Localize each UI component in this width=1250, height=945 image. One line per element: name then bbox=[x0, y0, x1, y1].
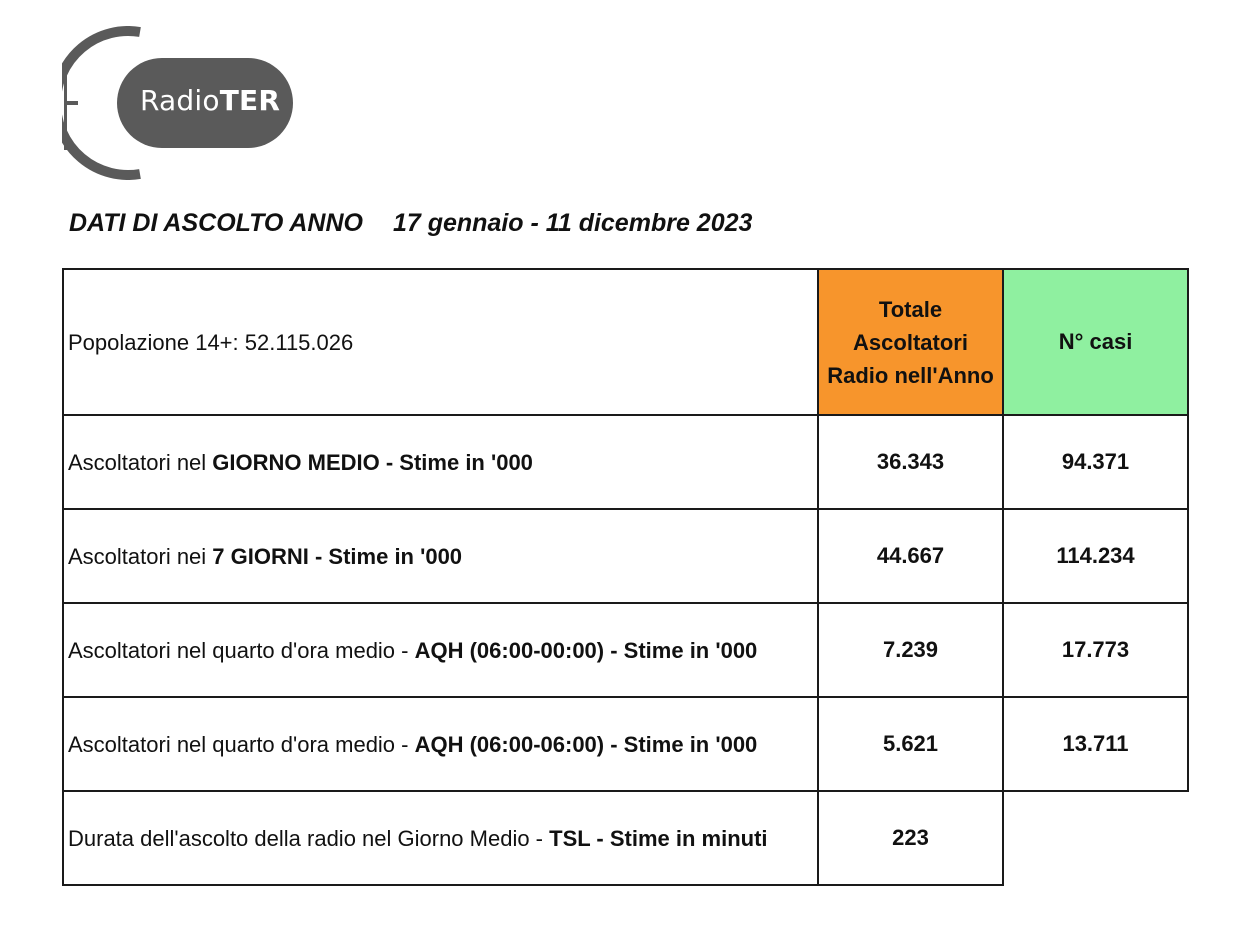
row-casi-empty bbox=[1003, 791, 1188, 885]
row-label bbox=[63, 509, 818, 603]
row-casi-value: 114.234 bbox=[1003, 509, 1188, 603]
population-cell: Popolazione 14+: 52.115.026 bbox=[63, 269, 818, 415]
row-casi-value: 17.773 bbox=[1003, 603, 1188, 697]
logo-text-regular: Radio bbox=[140, 84, 220, 117]
row-label-text: Durata dell'ascolto della radio nel Giorno Medio - bbox=[68, 825, 550, 851]
row-label-text: Ascoltatori nel quarto d'ora medio - bbox=[68, 731, 415, 757]
row-label bbox=[63, 415, 818, 509]
row-label-bold: TSL - Stime in minuti bbox=[549, 825, 768, 851]
page-subtitle bbox=[69, 209, 752, 238]
row-totale-value: 223 bbox=[818, 791, 1003, 885]
row-label-text: Ascoltatori nel quarto d'ora medio - bbox=[68, 637, 415, 663]
row-label-bold: AQH (06:00-00:00) - Stime in '000 bbox=[414, 637, 758, 663]
row-label-bold: 7 GIORNI - Stime in '000 bbox=[212, 543, 463, 569]
header-n-casi: N° casi bbox=[1003, 269, 1188, 415]
row-totale-value: 7.239 bbox=[818, 603, 1003, 697]
audience-table bbox=[62, 268, 1189, 886]
logo-text-bold: TER bbox=[219, 84, 281, 117]
row-label bbox=[63, 603, 818, 697]
row-label bbox=[63, 697, 818, 791]
table-row bbox=[63, 791, 1188, 885]
row-label-text: Ascoltatori nei bbox=[68, 543, 213, 569]
logo-wordmark bbox=[140, 84, 290, 117]
header-totale-ascoltatori: Totale Ascoltatori Radio nell'Anno bbox=[818, 269, 1003, 415]
table-row bbox=[63, 603, 1188, 697]
table-row bbox=[63, 415, 1188, 509]
row-label-bold: AQH (06:00-06:00) - Stime in '000 bbox=[414, 731, 758, 757]
radioter-logo bbox=[62, 26, 294, 180]
table-header-row bbox=[63, 269, 1188, 415]
row-casi-value: 13.711 bbox=[1003, 697, 1188, 791]
subtitle-title: DATI DI ASCOLTO ANNO bbox=[69, 209, 363, 237]
row-label-text: Ascoltatori nel bbox=[68, 449, 213, 475]
table-row bbox=[63, 697, 1188, 791]
row-label-bold: GIORNO MEDIO - Stime in '000 bbox=[212, 449, 533, 475]
subtitle-dates: 17 gennaio - 11 dicembre 2023 bbox=[392, 209, 753, 237]
row-totale-value: 36.343 bbox=[818, 415, 1003, 509]
row-totale-value: 44.667 bbox=[818, 509, 1003, 603]
row-label bbox=[63, 791, 818, 885]
table-row bbox=[63, 509, 1188, 603]
row-casi-value: 94.371 bbox=[1003, 415, 1188, 509]
row-totale-value: 5.621 bbox=[818, 697, 1003, 791]
